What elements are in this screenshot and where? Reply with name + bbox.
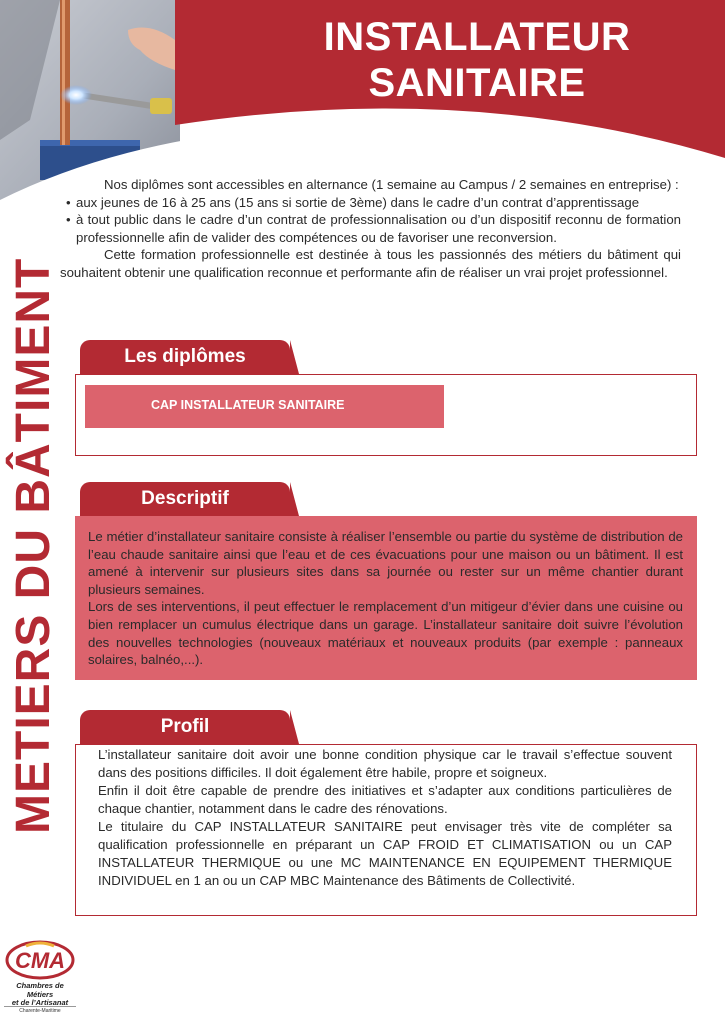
descriptif-text: [88, 528, 683, 669]
intro-bullet: [60, 211, 681, 246]
intro-bullet-list: [60, 194, 681, 247]
section-tab-profil: Profil: [80, 710, 290, 744]
intro-paragraph-2: Cette formation professionnelle est destinée à tous les passionnés des métiers du bâtiment qui souhaitent obtenir une qualification reconnue et performante afin de réaliser un vrai projet professionnel.: [60, 247, 681, 280]
profil-paragraph-3: Le titulaire du CAP INSTALLATEUR SANITAIRE peut envisager très vite de compléter sa qualification professionnelle en préparant un CAP FROID ET CLIMATISATION ou un CAP INSTALLATEUR THERMIQUE ou une MC MAINTENANCE EN EQUIPEMENT THERMIQUE INDIVIDUEL en 1 an ou un CAP MBC Maintenance des Bâtiments de Collectivité.: [98, 819, 672, 888]
descriptif-paragraph-1: Le métier d’installateur sanitaire consiste à réaliser l’ensemble ou partie du système de distribution de l’eau chaude sanitaire ainsi que l’eau et de ces évacuations pour une maison ou un bâtiment. Il est amené à intervenir sur plusieurs sites dans sa journée ou rester sur un même chantier durant plusieurs semaines.: [88, 529, 683, 597]
bullet-icon: •: [66, 212, 71, 228]
descriptif-paragraph-2: Lors de ses interventions, il peut effectuer le remplacement d’un mitigeur d’évier dans une cuisine ou bien remplacer un cumulus électrique dans un garage. L’installateur sanitaire doit suivre l’évolution des nouvelles technologies (nouveaux matériaux et nouveaux produits (par exemple : panneaux solaires, balnéo,...).: [88, 599, 683, 668]
side-title: METIERS DU BÂTIMENT: [7, 257, 60, 834]
logo-name-line2: et de l’Artisanat: [11, 998, 69, 1007]
page-title: [272, 14, 682, 106]
intro-bullet-text: aux jeunes de 16 à 25 ans (15 ans si sortie de 3ème) dans le cadre d’un contrat d’apprentissage: [76, 194, 640, 210]
page-title-line2: SANITAIRE: [368, 61, 586, 105]
logo-name-line1: Chambres de Métiers: [16, 981, 64, 999]
logo-organisation-name: [4, 982, 76, 1008]
cma-logo-mark: [4, 938, 76, 980]
intro-text: [60, 176, 681, 282]
logo-region: Charente-Maritime: [4, 1006, 76, 1014]
bullet-icon: •: [66, 194, 71, 210]
page-title-line1: INSTALLATEUR: [323, 15, 631, 59]
svg-text:CMA: CMA: [14, 948, 66, 973]
profil-paragraph-1: L’installateur sanitaire doit avoir une bonne condition physique car le travail s’effectue souvent dans des positions difficiles. Il doit également être habile, propre et soigneux.: [98, 747, 672, 780]
section-tab-descriptif: Descriptif: [80, 482, 290, 516]
diploma-item: CAP INSTALLATEUR SANITAIRE: [85, 385, 444, 428]
intro-bullet-text: à tout public dans le cadre d’un contrat de professionnalisation ou d’un dispositif reconnu de formation professionnelle afin de valider des compétences ou de favoriser une reconversion.: [76, 212, 681, 245]
intro-bullet: [60, 194, 681, 212]
profil-text: [98, 746, 672, 890]
section-tab-diplomes: Les diplômes: [80, 340, 290, 374]
profil-paragraph-2: Enfin il doit être capable de prendre des initiatives et s’adapter aux conditions particulières de chaque chantier, notamment dans le cadre des rénovations.: [98, 783, 672, 816]
cma-logo: [4, 938, 76, 1018]
intro-paragraph-1: Nos diplômes sont accessibles en alternance (1 semaine au Campus / 2 semaines en entreprise) :: [104, 177, 679, 192]
